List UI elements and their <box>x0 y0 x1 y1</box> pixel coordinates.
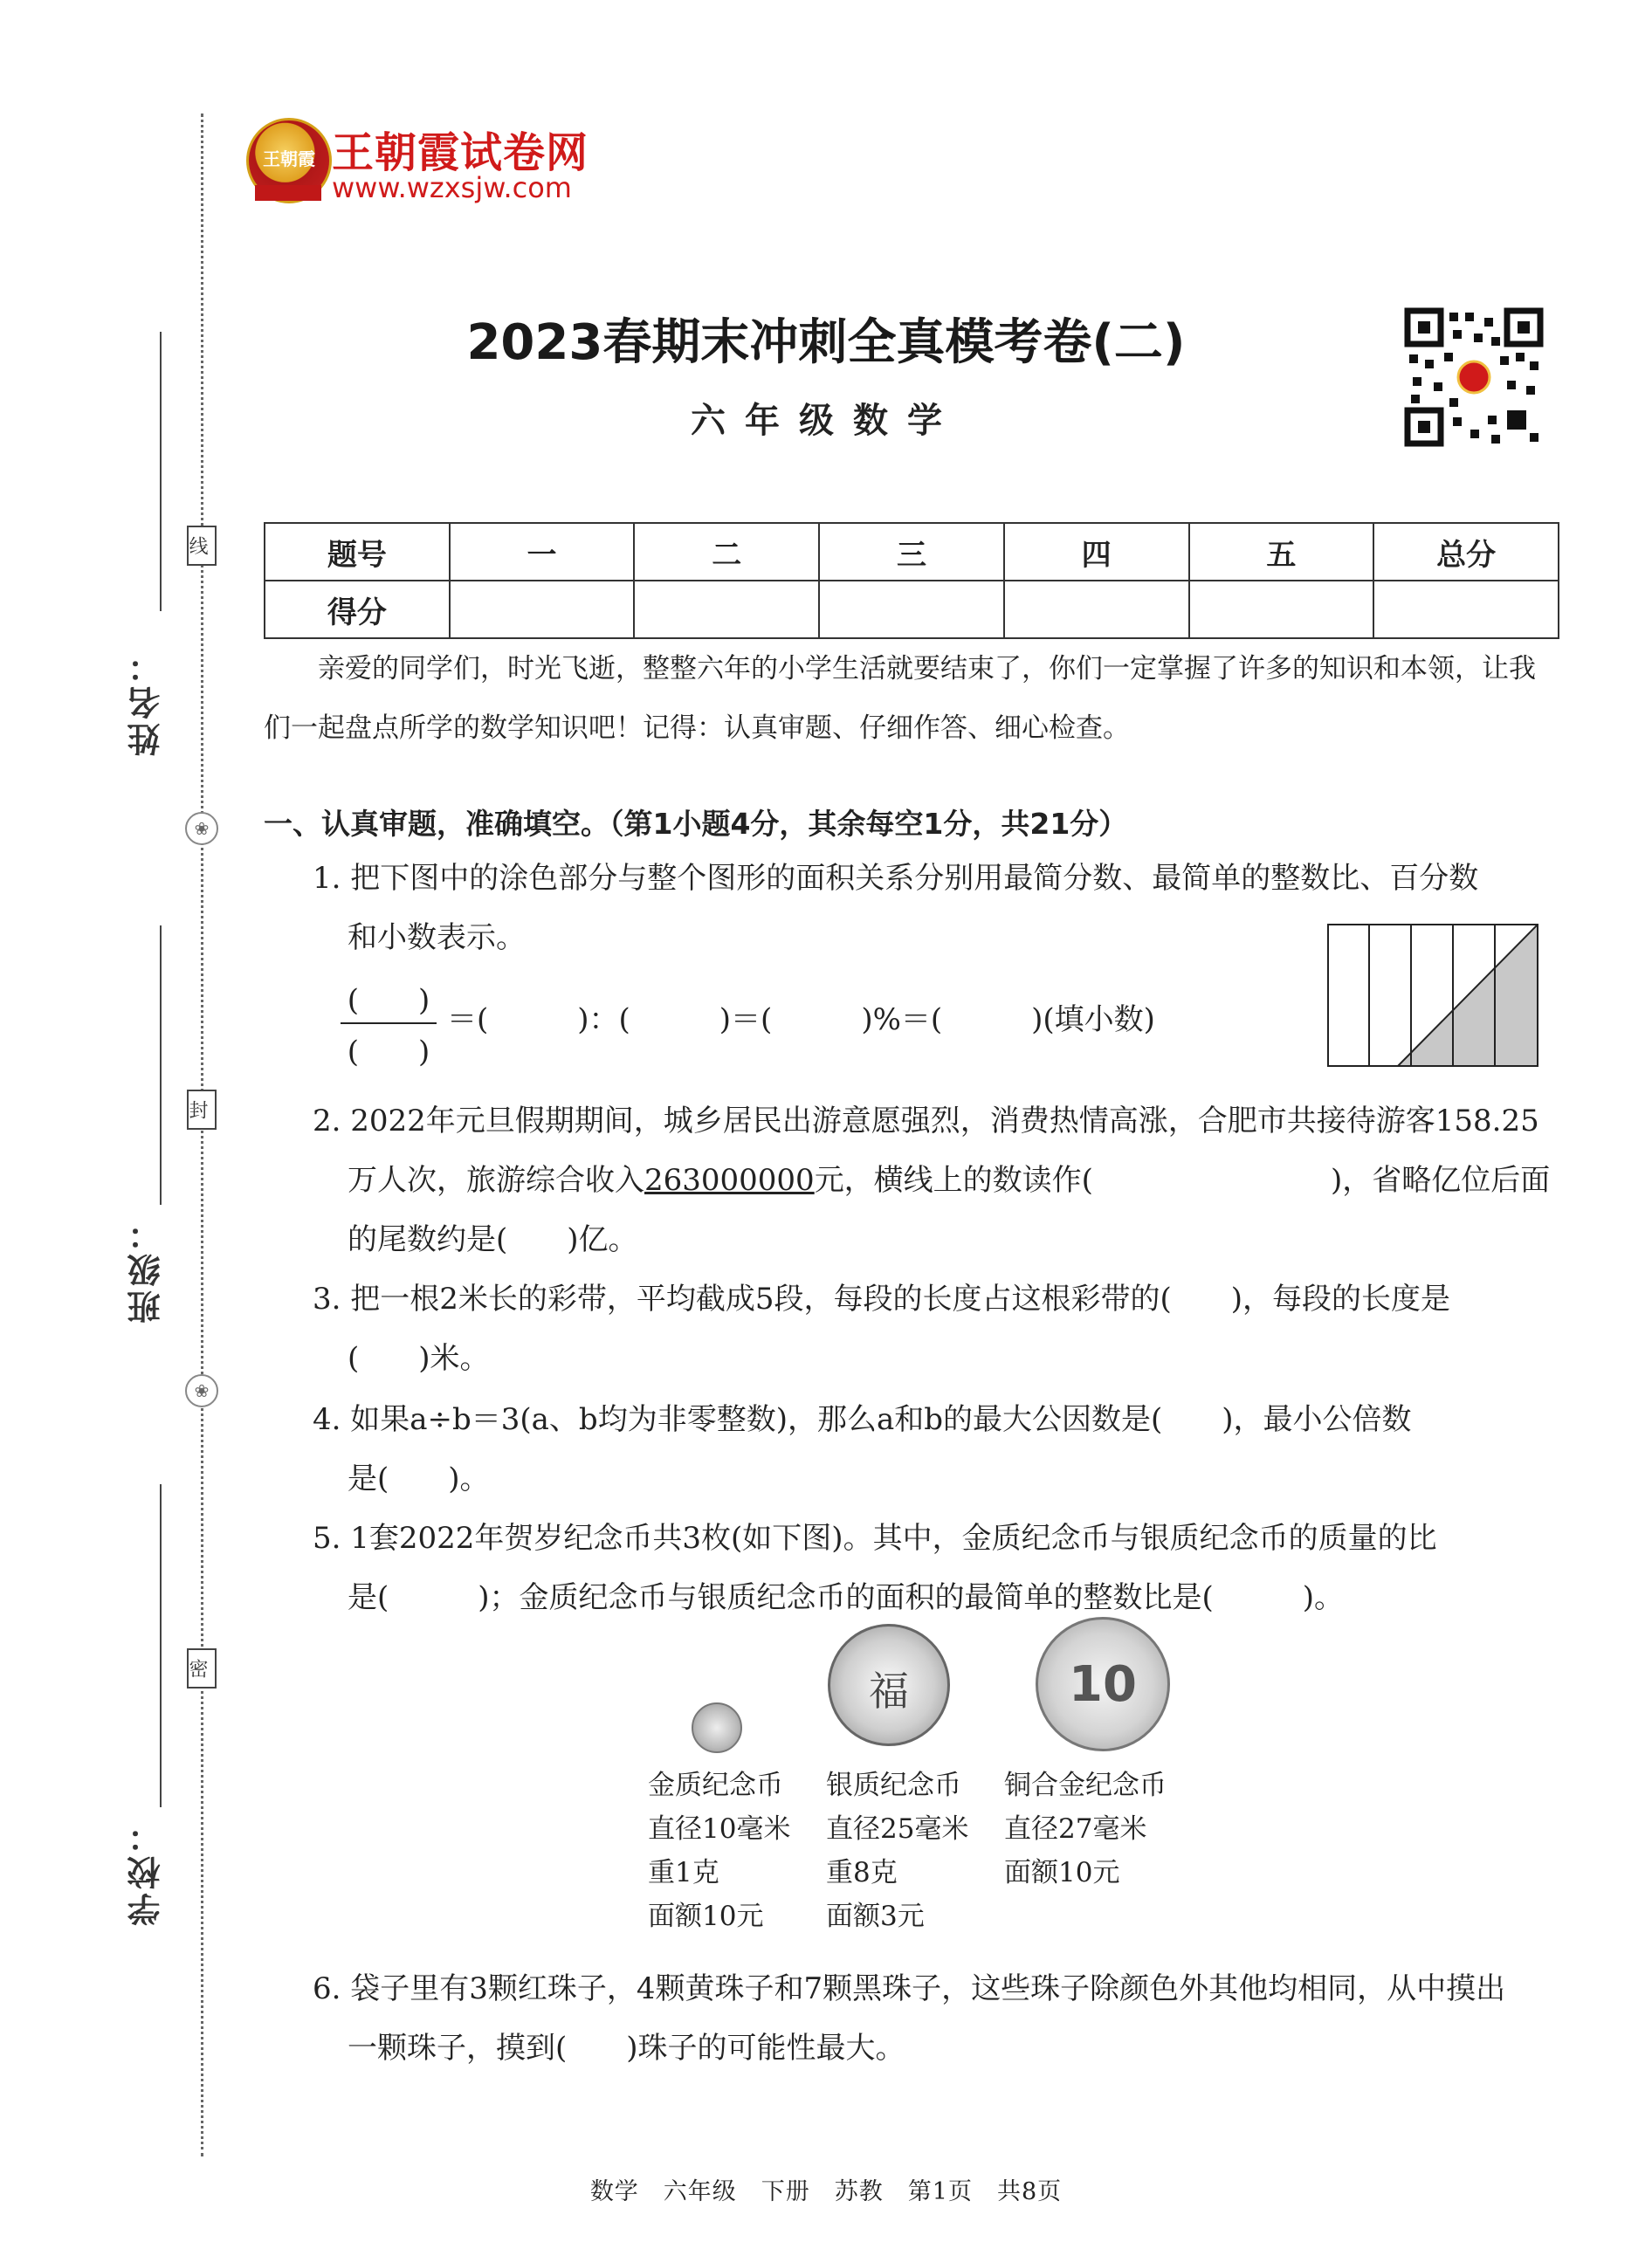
question-2 <box>313 1091 1563 1269</box>
coin-diameter: 直径25毫米 <box>826 1813 969 1845</box>
coin-weight: 重8克 <box>826 1857 898 1888</box>
silver-coin-image <box>828 1624 950 1746</box>
score-header-cell: 五 <box>1189 523 1374 581</box>
q2-line-3[interactable]: 的尾数约是( )亿。 <box>348 1222 638 1257</box>
alloy-coin-mark: 10 <box>1069 1656 1137 1713</box>
q3-line-2[interactable]: ( )米。 <box>348 1341 490 1376</box>
q1-equation[interactable]: ＝( )：( )＝( )%＝( )(填小数) <box>447 1002 1155 1037</box>
logo-emblem-text: 王朝霞 <box>263 148 315 169</box>
q1-fraction[interactable] <box>341 976 437 1070</box>
q5-line-2[interactable]: 是( )；金质纪念币与银质纪念币的面积的最简单的整数比是( )。 <box>348 1580 1345 1615</box>
coin-face-value: 面额3元 <box>826 1901 925 1932</box>
gold-coin-image <box>692 1702 742 1753</box>
q4-line-1[interactable]: 4. 如果a÷b＝3(a、b均为非零整数)，那么a和b的最大公因数是( )，最小公倍数 <box>313 1402 1412 1437</box>
coin-diameter: 直径10毫米 <box>648 1813 791 1845</box>
name-field-line[interactable] <box>160 332 162 611</box>
q2-line-1: 2. 2022年元旦假期期间，城乡居民出游意愿强烈，消费热情高涨，合肥市共接待游客158.25 <box>313 1104 1539 1138</box>
score-cell[interactable] <box>1373 581 1559 638</box>
question-6 <box>313 1959 1563 2078</box>
score-header-cell: 二 <box>634 523 819 581</box>
q2-line-2-end[interactable]: 元，横线上的数读作( )，省略亿位后面 <box>814 1163 1551 1198</box>
coin-name: 铜合金纪念币 <box>1004 1770 1167 1801</box>
coin-face-value: 面额10元 <box>1004 1857 1120 1888</box>
school-label: 学校： <box>127 1816 166 1926</box>
alloy-coin-info <box>1004 1764 1167 1895</box>
intro-paragraph: 亲爱的同学们，时光飞逝，整整六年的小学生活就要结束了，你们一定掌握了许多的知识和本领，让我们一起盘点所学的数学知识吧！记得：认真审题、仔细作答、细心检查。 <box>264 653 1536 744</box>
shaded-rectangle-figure <box>1327 924 1538 1067</box>
page-title: 2023春期末冲刺全真模考卷(二) <box>466 314 1186 371</box>
qr-code-icon[interactable] <box>1404 307 1544 447</box>
q1-line-2: 和小数表示。 <box>348 920 526 955</box>
coin-weight: 重1克 <box>648 1857 719 1888</box>
score-table <box>264 522 1559 639</box>
alloy-coin-image <box>1036 1617 1170 1751</box>
school-field-line[interactable] <box>160 1484 162 1807</box>
score-table-score-row <box>265 581 1559 638</box>
score-header-cell: 题号 <box>265 523 450 581</box>
seal-line-box: 线 <box>187 526 217 566</box>
name-label: 姓名： <box>127 646 166 756</box>
gold-coin-info <box>648 1764 790 1938</box>
coin-diameter: 直径27毫米 <box>1004 1813 1147 1845</box>
q2-line-2-start: 万人次，旅游综合收入 <box>348 1163 644 1198</box>
brand-url[interactable]: www.wzxsjw.com <box>332 171 572 204</box>
score-row-label: 得分 <box>265 581 450 638</box>
score-header-cell: 四 <box>1004 523 1189 581</box>
seal-ornament-icon: ❀ <box>185 1374 218 1407</box>
q1-line-1: 1. 把下图中的涂色部分与整个图形的面积关系分别用最简分数、最简单的整数比、百分数 <box>313 861 1479 896</box>
score-header-cell: 总分 <box>1373 523 1559 581</box>
question-4 <box>313 1390 1563 1509</box>
score-header-cell: 一 <box>450 523 635 581</box>
class-field-line[interactable] <box>160 925 162 1205</box>
seal-secret-box: 密 <box>187 1648 217 1688</box>
q3-line-1[interactable]: 3. 把一根2米长的彩带，平均截成5段，每段的长度占这根彩带的( )，每段的长度是 <box>313 1282 1451 1317</box>
silver-coin-info <box>826 1764 968 1938</box>
score-cell[interactable] <box>634 581 819 638</box>
seal-seal-box: 封 <box>187 1090 217 1130</box>
silver-coin-mark: 福 <box>869 1668 909 1715</box>
page-footer: 数学 六年级 下册 苏教 第1页 共8页 <box>589 2178 1063 2205</box>
brand-name: 王朝霞试卷网 <box>332 128 589 177</box>
page-subtitle: 六年级数学 <box>691 401 961 441</box>
score-cell[interactable] <box>819 581 1004 638</box>
score-header-cell: 三 <box>819 523 1004 581</box>
score-cell[interactable] <box>1004 581 1189 638</box>
score-cell[interactable] <box>1189 581 1374 638</box>
score-cell[interactable] <box>450 581 635 638</box>
question-3 <box>313 1269 1563 1388</box>
q6-line-2[interactable]: 一颗珠子，摸到( )珠子的可能性最大。 <box>348 2031 905 2066</box>
fraction-bar <box>341 1022 437 1024</box>
q4-line-2[interactable]: 是( )。 <box>348 1462 490 1496</box>
q2-line-2 <box>313 1151 1563 1210</box>
coin-name: 金质纪念币 <box>648 1770 783 1801</box>
fraction-denominator[interactable]: ( ) <box>347 1035 430 1069</box>
question-5 <box>313 1509 1563 1627</box>
q2-underlined-number: 263000000 <box>644 1163 815 1198</box>
q5-line-1: 5. 1套2022年贺岁纪念币共3枚(如下图)。其中，金质纪念币与银质纪念币的质量的比 <box>313 1521 1437 1556</box>
seal-ornament-icon: ❀ <box>185 812 218 845</box>
coin-face-value: 面额10元 <box>648 1901 764 1932</box>
section-1-heading: 一、认真审题，准确填空。（第1小题4分，其余每空1分，共21分） <box>264 807 1128 841</box>
fraction-numerator[interactable]: ( ) <box>347 983 430 1018</box>
logo-ribbon <box>255 185 321 201</box>
class-label: 班级： <box>127 1214 166 1324</box>
score-table-header-row <box>265 523 1559 581</box>
coin-name: 银质纪念币 <box>826 1770 961 1801</box>
q6-line-1: 6. 袋子里有3颗红珠子，4颗黄珠子和7颗黑珠子，这些珠子除颜色外其他均相同，从中摸出 <box>313 1971 1506 2006</box>
